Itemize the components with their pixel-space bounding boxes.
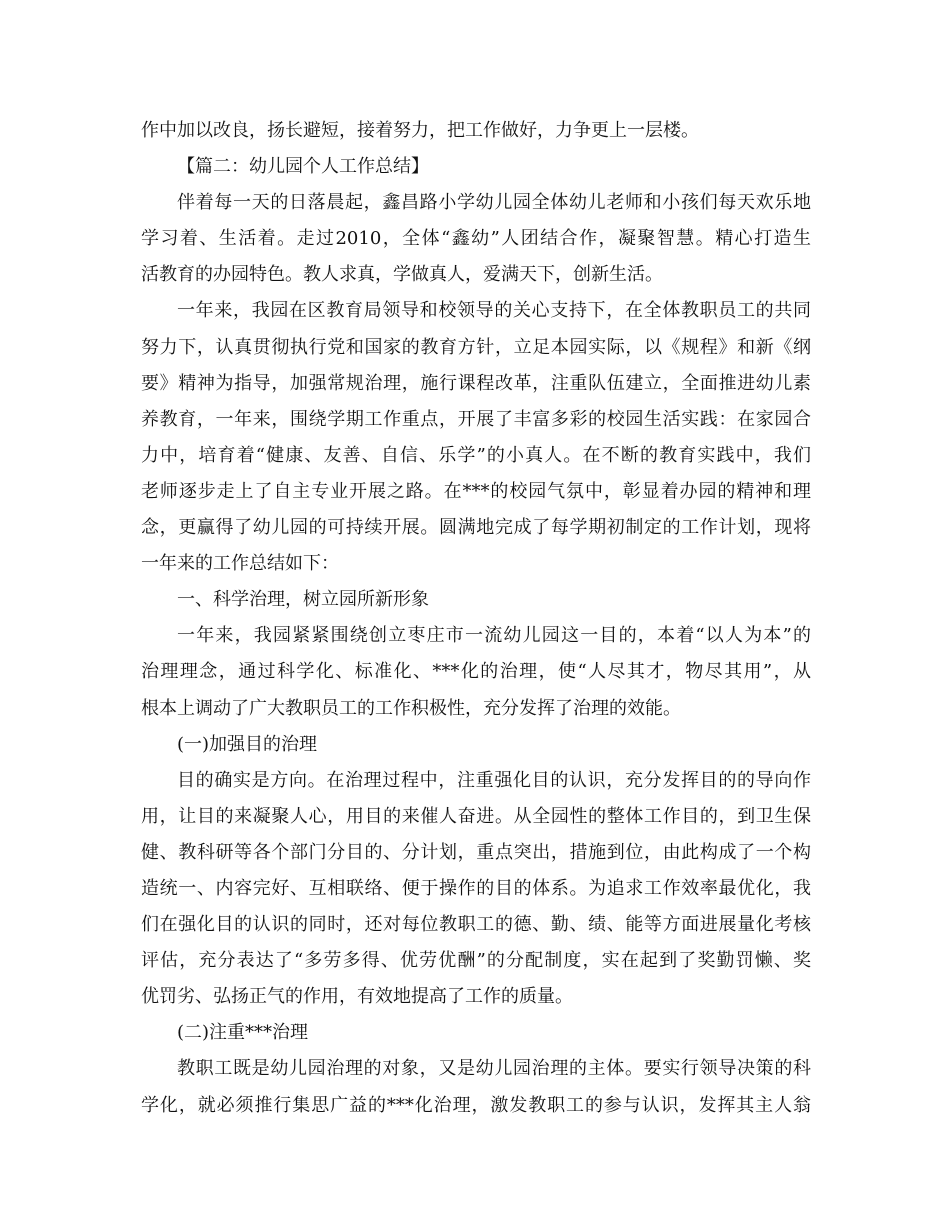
text-line: 们在强化目的认识的同时，还对每位教职工的德、勤、绩、能等方面进展量化考核: [141, 914, 811, 936]
text-line: 评估，充分表达了“多劳多得、优劳优酬”的分配制度，实在起到了奖勤罚懒、奖: [141, 950, 811, 972]
text-line: (二)注重***治理: [177, 1022, 309, 1044]
text-line: 要》精神为指导，加强常规治理，施行课程改革，注重队伍建立，全面推进幼儿素: [141, 372, 811, 394]
text-line: 优罚劣、弘扬正气的作用，有效地提高了工作的质量。: [141, 986, 573, 1008]
text-line: 治理理念，通过科学化、标准化、***化的治理，使“人尽其才，物尽其用”，从: [141, 661, 811, 683]
text-line: 教职工既是幼儿园治理的对象，又是幼儿园治理的主体。要实行领导决策的科: [177, 1058, 811, 1080]
text-line: 用，让目的来凝聚人心，用目的来催人奋进。从全园性的整体工作目的，到卫生保: [141, 805, 811, 827]
document-page: [141, 113, 811, 1124]
text-line: 一年来，我园在区教育局领导和校领导的关心支持下，在全体教职员工的共同: [177, 300, 811, 322]
text-line: 根本上调动了广大教职员工的工作积极性，充分发挥了治理的效能。: [141, 697, 681, 719]
text-line: 学习着、生活着。走过2010，全体“鑫幼”人团结合作，凝聚智慧。精心打造生: [141, 228, 811, 250]
text-line: 学化，就必须推行集思广益的***化治理，激发教职工的参与认识，发挥其主人翁: [141, 1094, 811, 1116]
text-line: (一)加强目的治理: [177, 733, 318, 755]
text-line: 目的确实是方向。在治理过程中，注重强化目的认识，充分发挥目的的导向作: [177, 769, 811, 791]
text-line: 造统一、内容完好、互相联络、便于操作的目的体系。为追求工作效率最优化，我: [141, 877, 811, 899]
text-line: 一年来的工作总结如下：: [141, 553, 339, 575]
text-line: 伴着每一天的日落晨起，鑫昌路小学幼儿园全体幼儿老师和小孩们每天欢乐地: [177, 192, 811, 214]
text-line: 养教育，一年来，围绕学期工作重点，开展了丰富多彩的校园生活实践：在家园合: [141, 408, 811, 430]
text-line: 老师逐步走上了自主专业开展之路。在***的校园气氛中，彰显着办园的精神和理: [141, 480, 811, 502]
text-line: 活教育的办园特色。教人求真，学做真人，爱满天下，创新生活。: [141, 264, 663, 286]
text-line: 力中，培育着“健康、友善、自信、乐学”的小真人。在不断的教育实践中，我们: [141, 444, 811, 466]
text-line: 努力下，认真贯彻执行党和国家的教育方针，立足本园实际，以《规程》和新《纲: [141, 336, 811, 358]
text-line: 念，更赢得了幼儿园的可持续开展。圆满地完成了每学期初制定的工作计划，现将: [141, 517, 811, 539]
text-line: 【篇二：幼儿园个人工作总结】: [177, 156, 429, 178]
text-line: 一年来，我园紧紧围绕创立枣庄市一流幼儿园这一目的，本着“以人为本”的: [177, 625, 811, 647]
text-line: 一、科学治理，树立园所新形象: [177, 589, 429, 611]
document-body: [141, 113, 811, 1124]
text-line: 作中加以改良，扬长避短，接着努力，把工作做好，力争更上一层楼。: [141, 120, 699, 141]
text-line: 健、教科研等各个部门分目的、分计划，重点突出，措施到位，由此构成了一个构: [141, 841, 811, 863]
